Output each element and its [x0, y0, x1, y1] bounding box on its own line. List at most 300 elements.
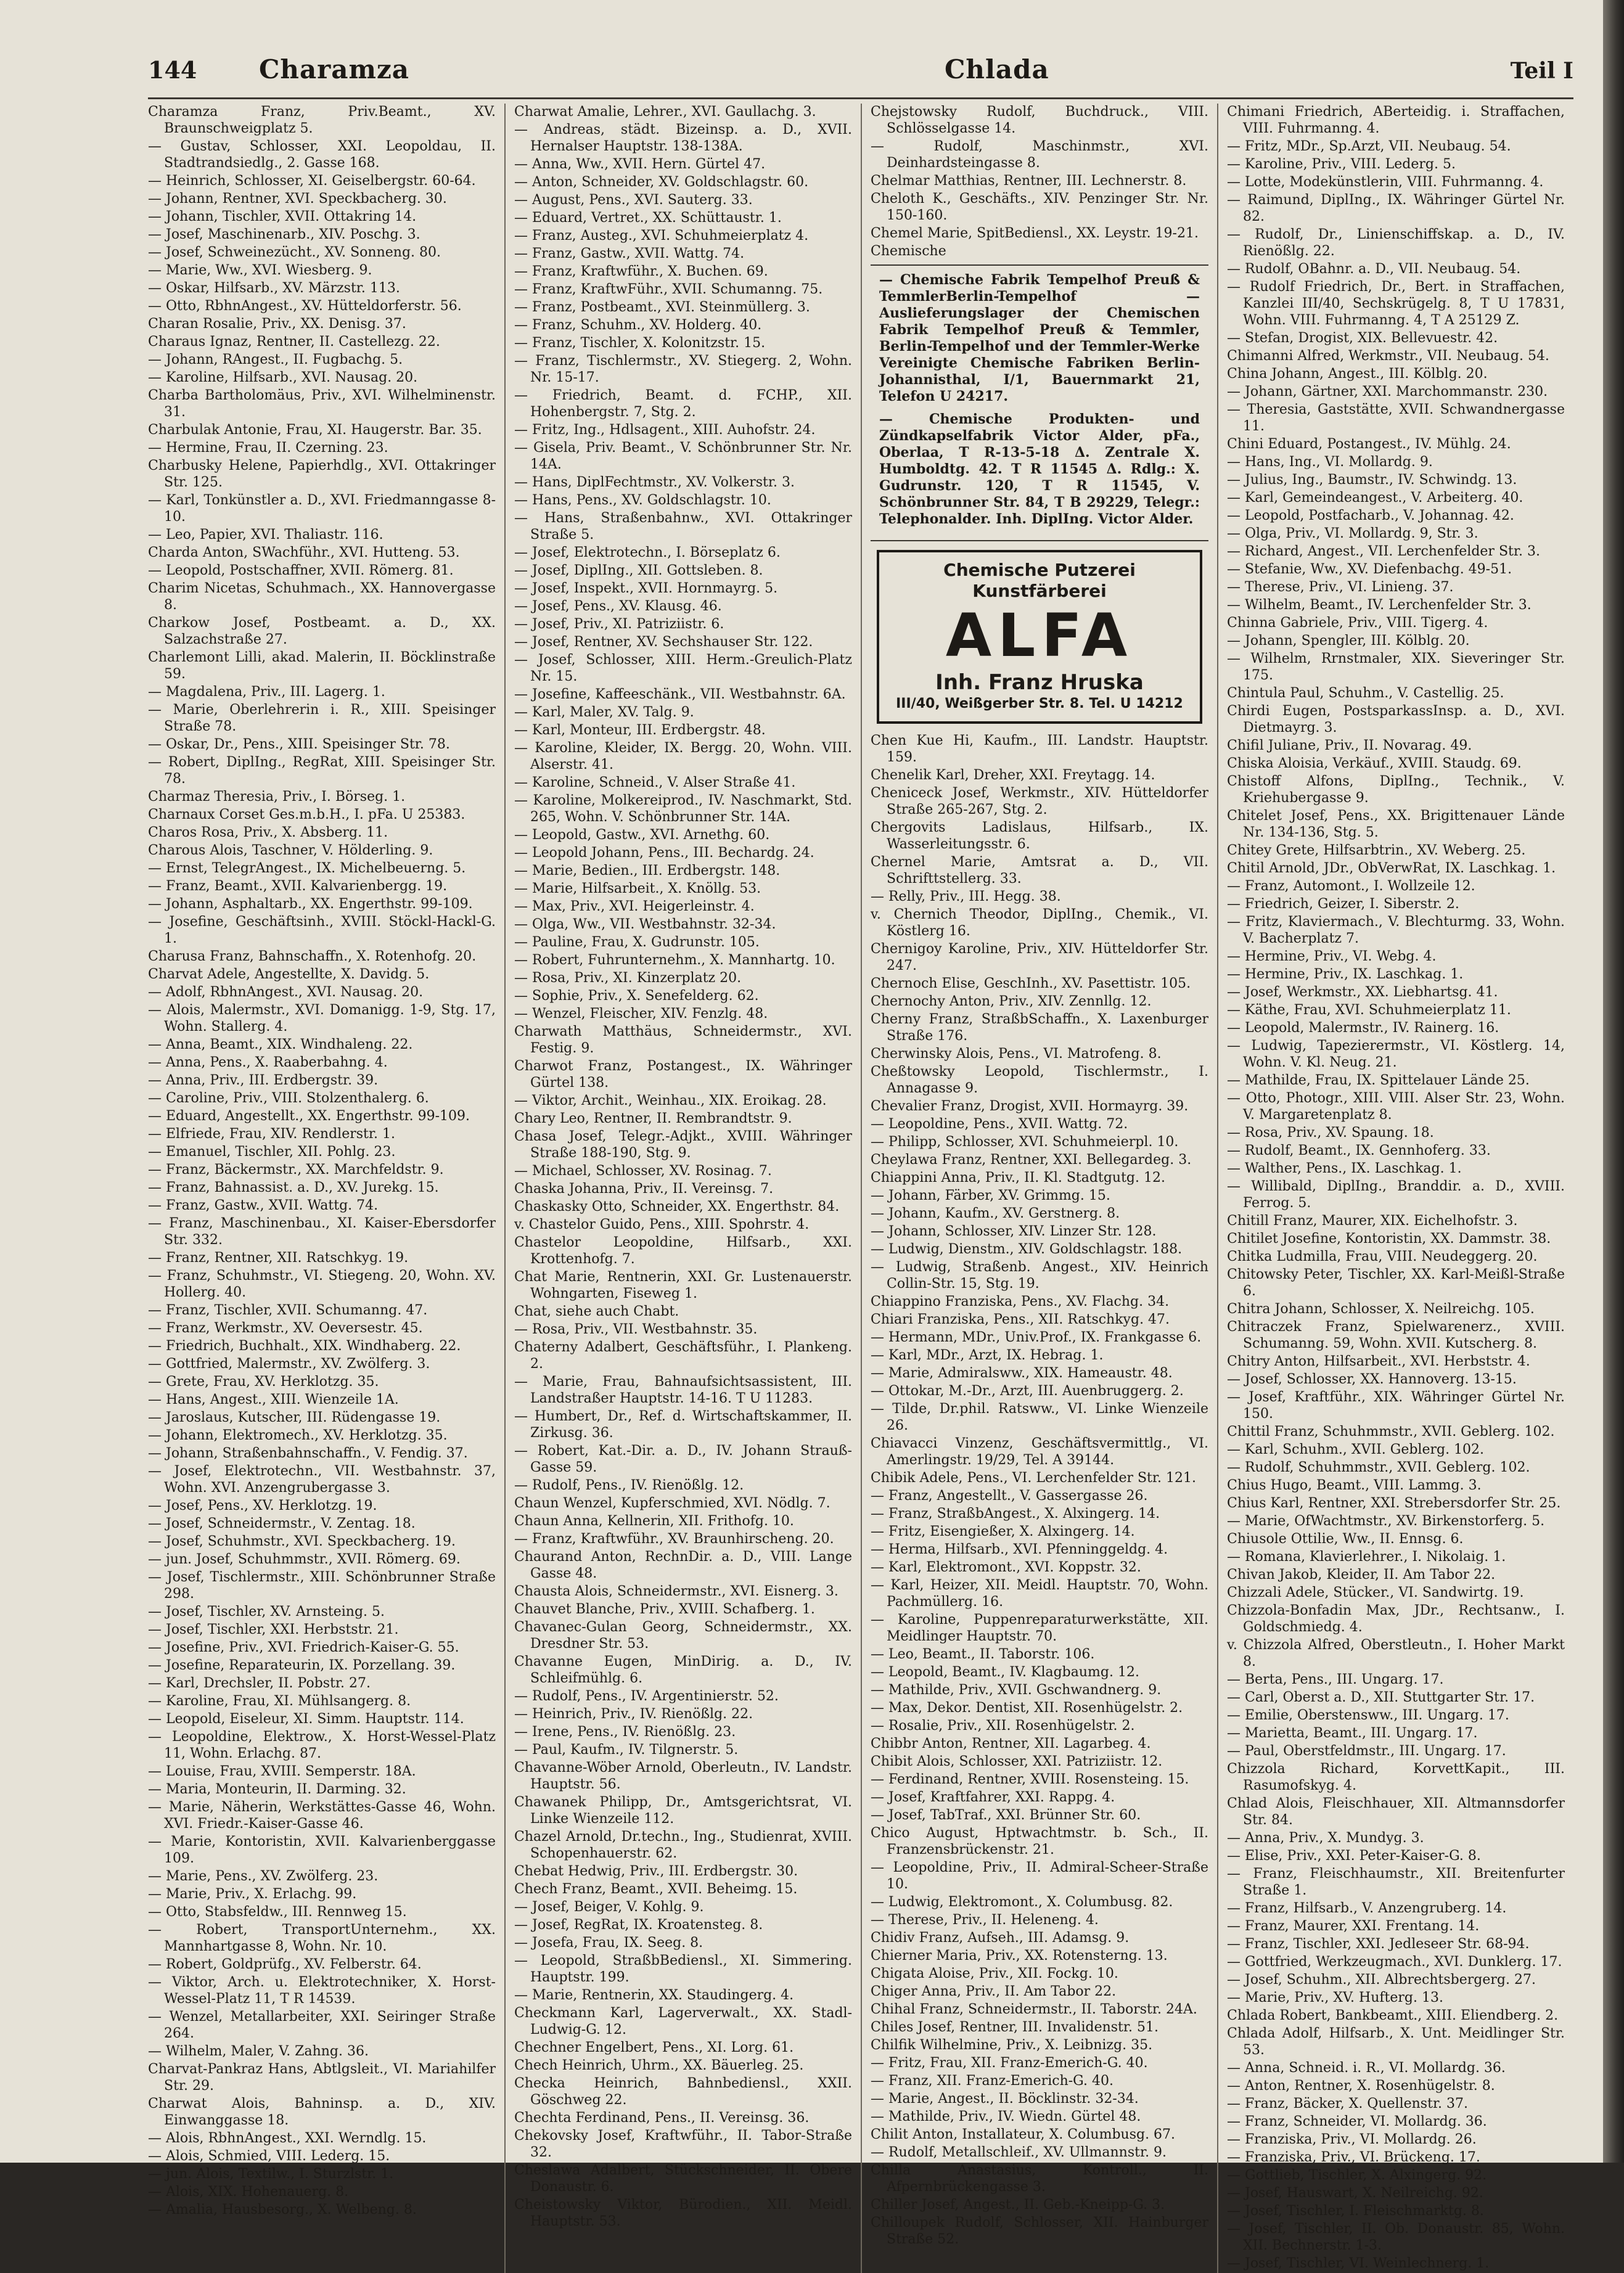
directory-entry: Chizzali Adele, Stücker., VI. Sandwirtg. 19.: [1227, 1585, 1524, 1600]
directory-entry: — Leo, Papier, XVI. Thaliastr. 116.: [148, 527, 383, 543]
directory-entry: — Olga, Priv., VI. Mollardg. 9, Str. 3.: [1227, 526, 1478, 541]
directory-entry: — Walther, Pens., IX. Laschkag. 1.: [1227, 1161, 1462, 1176]
directory-entry: Chebat Hedwig, Priv., III. Erdbergstr. 30.: [514, 1864, 798, 1879]
directory-entry: — Mathilde, Priv., XVII. Gschwandnerg. 9.: [871, 1682, 1162, 1698]
directory-entry: Chierner Maria, Priv., XX. Rotensterng. 13.: [871, 1948, 1168, 1964]
directory-entry: — Olga, Ww., VII. Westbahnstr. 32-34.: [514, 917, 776, 932]
directory-entry: Charba Bartholomäus, Priv., XVI. Wilhelminenstr. 31.: [148, 388, 496, 420]
directory-entry: Chitry Anton, Hilfsarbeit., XVI. Herbststr. 4.: [1227, 1354, 1530, 1369]
chemical-firms-advertisement: [871, 264, 1208, 541]
directory-entry: Chitowsky Peter, Tischler, XX. Karl-Meißl-Straße 6.: [1227, 1267, 1565, 1299]
directory-entry: — Oskar, Dr., Pens., XIII. Speisinger Str. 78.: [148, 737, 450, 752]
directory-entry: Chernochy Anton, Priv., XIV. Zennllg. 12.: [871, 994, 1152, 1009]
directory-entry: — Alois, RbhnAngest., XXI. Werndlg. 15.: [148, 2131, 427, 2146]
directory-entry: — Johann, Färber, XV. Grimmg. 15.: [871, 1188, 1110, 1203]
directory-entry: Chech Franz, Beamt., XVII. Beheimg. 15.: [514, 1882, 798, 1897]
directory-entry: Chlada Robert, Bankbeamt., XIII. Eliendberg. 2.: [1227, 2008, 1559, 2023]
directory-entry: Chini Eduard, Postangest., IV. Mühlg. 24.: [1227, 436, 1511, 452]
directory-entry: — Fritz, MDr., Sp.Arzt, VII. Neubaug. 54.: [1227, 139, 1511, 154]
directory-entry: — Adolf, RbhnAngest., XVI. Nausag. 20.: [148, 985, 424, 1000]
directory-entry: — Herma, Hilfsarb., XVI. Pfenninggeldg. 4.: [871, 1542, 1168, 1557]
directory-entry: Chitra Johann, Schlosser, X. Neilreichg. 105.: [1227, 1301, 1535, 1317]
directory-entry: — Johann, Straßenbahnschaffn., V. Fendig. 37.: [148, 1446, 468, 1461]
volume-label: Teil I: [1510, 58, 1573, 84]
directory-entry: — Franz, Maschinenbau., XI. Kaiser-Ebersdorfer Str. 332.: [148, 1216, 496, 1248]
directory-entry: — Josef, Maschinenarb., XIV. Poschg. 3.: [148, 227, 420, 242]
directory-entry: — Ottokar, M.-Dr., Arzt, III. Auenbruggerg. 2.: [871, 1383, 1184, 1399]
directory-entry: Chernoch Elise, GeschInh., XV. Pasettistr. 105.: [871, 976, 1191, 991]
directory-entry: Chimanni Alfred, Werkmstr., VII. Neubaug. 54.: [1227, 348, 1549, 364]
directory-entry: — Leopoldine, Pens., XVII. Wattg. 72.: [871, 1116, 1128, 1132]
directory-entry: Charvat Adele, Angestellte, X. Davidg. 5.: [148, 967, 430, 982]
directory-entry: — Robert, DiplIng., RegRat, XIII. Speisinger Str. 78.: [148, 755, 496, 787]
ad-line-1: Chemische Putzerei: [943, 560, 1136, 580]
directory-entry: — Franz, Schneider, VI. Mollardg. 36.: [1227, 2114, 1487, 2129]
directory-entry: — Franz, Postbeamt., XVI. Steinmüllerg. 3.: [514, 300, 810, 315]
directory-entry: — Louise, Frau, XVIII. Semperstr. 18A.: [148, 1764, 416, 1779]
directory-entry: Chittil Franz, Schuhmmstr., XVII. Geblerg. 102.: [1227, 1424, 1555, 1440]
directory-entry: — Marietta, Beamt., III. Ungarg. 17.: [1227, 1726, 1478, 1741]
directory-entry: — Karoline, Kleider, IX. Bergg. 20, Wohn. VIII. Alserstr. 41.: [514, 740, 852, 772]
directory-entry: v. Chernich Theodor, DiplIng., Chemik., VI. Köstlerg 16.: [871, 907, 1208, 939]
directory-entry: Charan Rosalie, Priv., XX. Denisg. 37.: [148, 316, 406, 332]
directory-entry: — Heinrich, Priv., IV. Rienößlg. 22.: [514, 1706, 753, 1722]
directory-entry: — Anna, Ww., XVII. Hern. Gürtel 47.: [514, 157, 766, 172]
directory-entry: — Stefanie, Ww., XV. Diefenbachg. 49-51.: [1227, 562, 1512, 577]
directory-entry: — Viktor, Arch. u. Elektrotechniker, X. Horst-Wessel-Platz 11, T R 14539.: [148, 1975, 496, 2007]
directory-entry: — Josef, Tischler, I. Fleischmarktg. 8.: [1227, 2203, 1484, 2219]
directory-entry: Chaskasky Otto, Schneider, XX. Engerthstr. 84.: [514, 1199, 840, 1214]
directory-entry: — Fritz, Frau, XII. Franz-Emerich-G. 40.: [871, 2055, 1148, 2071]
directory-entry: — Tilde, Dr.phil. Ratsww., VI. Linke Wienzeile 26.: [871, 1401, 1208, 1433]
directory-entry: Chilloupek Rudolf, Schlosser, XII. Hainburger Straße 52.: [871, 2215, 1208, 2247]
directory-entry: — Franz, Schuhmstr., VI. Stiegeng. 20, Wohn. XV. Hollerg. 40.: [148, 1268, 496, 1300]
directory-entry: Chitka Ludmilla, Frau, VIII. Neudeggerg. 20.: [1227, 1249, 1538, 1264]
directory-entry: Chirdi Eugen, PostsparkassInsp. a. D., XVI. Dietmayrg. 3.: [1227, 703, 1565, 735]
directory-entry: — Marie, Bedien., III. Erdbergstr. 148.: [514, 863, 781, 878]
directory-entry: — Josef, Elektrotechn., VII. Westbahnstr. 37, Wohn. XVI. Anzengrubergasse 3.: [148, 1464, 496, 1496]
directory-entry: Checka Heinrich, Bahnbediensl., XXII. Göschweg 22.: [514, 2076, 852, 2108]
directory-entry: Chechta Ferdinand, Pens., II. Vereinsg. 36.: [514, 2110, 810, 2126]
directory-entry: — Irene, Pens., IV. Rienößlg. 23.: [514, 1724, 736, 1740]
directory-entry: — Josef, DiplIng., XII. Gottsleben. 8.: [514, 563, 763, 578]
page-number: 144: [148, 56, 197, 84]
directory-entry: — Rosa, Priv., VII. Westbahnstr. 35.: [514, 1322, 758, 1337]
directory-entry: — Käthe, Frau, XVI. Schuhmeierplatz 11.: [1227, 1002, 1511, 1018]
directory-entry: v. Chastelor Guido, Pens., XIII. Spohrstr. 4.: [514, 1217, 810, 1232]
ad-line-2: Kunstfärberei: [972, 581, 1107, 601]
directory-entry: Chaun Wenzel, Kupferschmied, XVI. Nödlg. 7.: [514, 1496, 830, 1511]
directory-entry: — Rosa, Priv., XI. Kinzerplatz 20.: [514, 970, 742, 986]
directory-entry: Chemische: [871, 244, 946, 259]
directory-entry: — Raimund, DiplIng., IX. Währinger Gürtel Nr. 82.: [1227, 192, 1565, 224]
directory-entry: Charaus Ignaz, Rentner, II. Castellezg. 22.: [148, 334, 440, 350]
directory-entry: — Hermann, MDr., Univ.Prof., IX. Frankgasse 6.: [871, 1330, 1202, 1345]
directory-entry: — Franz, Tischler, X. Kolonitzstr. 15.: [514, 335, 766, 351]
directory-entry: — August, Pens., XVI. Sauterg. 33.: [514, 192, 753, 208]
ad-address: III/40, Weißgerber Str. 8. Tel. U 14212: [896, 696, 1183, 711]
directory-entry: — Franz, XII. Franz-Emerich-G. 40.: [871, 2073, 1113, 2089]
directory-entry: — Otto, Photogr., XIII. VIII. Alser Str. 23, Wohn. V. Margaretenplatz 8.: [1227, 1091, 1565, 1123]
directory-entry: — Marie, Priv., XV. Hufterg. 13.: [1227, 1990, 1443, 2005]
directory-entry: — Marie, Näherin, Werkstättes-Gasse 46, Wohn. XVI. Friedr.-Kaiser-Gasse 46.: [148, 1800, 496, 1832]
directory-entry: Chawanek Philipp, Dr., Amtsgerichtsrat, VI. Linke Wienzeile 112.: [514, 1795, 852, 1827]
directory-entry: — Max, Dekor. Dentist, XII. Rosenhügelstr. 2.: [871, 1700, 1183, 1716]
directory-entry: Charlemont Lilli, akad. Malerin, II. Böcklinstraße 59.: [148, 650, 496, 682]
directory-entry: — Franz, Kraftwführ., XV. Braunhirscheng. 20.: [514, 1531, 834, 1547]
directory-entry: — Caroline, Priv., VIII. Stolzenthalerg. 6.: [148, 1091, 429, 1106]
directory-entry: China Johann, Angest., III. Kölblg. 20.: [1227, 366, 1488, 382]
directory-entry: — Magdalena, Priv., III. Lagerg. 1.: [148, 684, 385, 700]
directory-entry: — Johann, Spengler, III. Kölblg. 20.: [1227, 633, 1470, 649]
directory-entry: — Josef, Pens., XV. Klausg. 46.: [514, 599, 722, 614]
directory-entry: Charous Alois, Taschner, V. Hölderling. 9.: [148, 843, 433, 858]
directory-entry: — Marie, Hilfsarbeit., X. Knöllg. 53.: [514, 881, 761, 896]
directory-entry: Charwat Amalie, Lehrer., XVI. Gaullachg. 3.: [514, 104, 816, 120]
directory-entry: — Josef, Hauswart, X. Neilreichg. 92.: [1227, 2185, 1483, 2201]
directory-entry: — Relly, Priv., III. Hegg. 38.: [871, 889, 1061, 904]
directory-entry: — Karoline, Priv., VIII. Lederg. 5.: [1227, 157, 1456, 172]
directory-entry: — Fritz, Ing., Hdlsagent., XIII. Auhofstr. 24.: [514, 422, 816, 438]
directory-entry: — Marie, Admiralsww., XIX. Hameaustr. 48.: [871, 1366, 1173, 1381]
directory-entry: — Ludwig, Tapezierermstr., VI. Köstlerg. 14, Wohn. V. Kl. Neug. 21.: [1227, 1038, 1565, 1070]
directory-entry: — Wilhelm, Beamt., IV. Lerchenfelder Str. 3.: [1227, 597, 1532, 613]
directory-entry: Chitill Franz, Maurer, XIX. Eichelhofstr. 3.: [1227, 1213, 1518, 1229]
directory-entry: — Franz, Bäckermstr., XX. Marchfeldstr. 9.: [148, 1162, 444, 1177]
directory-entry: — Alois, Schmied, VIII. Lederg. 15.: [148, 2148, 390, 2164]
column-3: [861, 104, 1217, 2273]
directory-entry: — Josef, Tischler, XXI. Herbststr. 21.: [148, 1622, 399, 1637]
directory-entry: — Willibald, DiplIng., Branddir. a. D., XVIII. Ferrog. 5.: [1227, 1179, 1565, 1211]
directory-entry: — Marie, Frau, Bahnaufsichtsassistent, III. Landstraßer Hauptstr. 14-16. T U 11283.: [514, 1374, 852, 1406]
directory-entry: — Otto, Stabsfeldw., III. Rennweg 15.: [148, 1904, 407, 1920]
directory-entry: — Karoline, Schneid., V. Alser Straße 41.: [514, 775, 796, 790]
directory-entry: — jun. Alois, Textilw., I. Sturzlstr. 1.: [148, 2166, 394, 2182]
directory-entry: — Rudolf, Pens., IV. Rienößlg. 12.: [514, 1478, 744, 1493]
directory-entry: — Andreas, städt. Bizeinsp. a. D., XVII. Hernalser Hauptstr. 138-138A.: [514, 122, 852, 154]
directory-entry: — Franz, Maurer, XXI. Frentang. 14.: [1227, 1919, 1480, 1934]
directory-entry: — Franz, Gastw., XVII. Wattg. 74.: [148, 1198, 379, 1213]
directory-entry: Charnaux Corset Ges.m.b.H., I. pFa. U 25383.: [148, 807, 465, 822]
directory-entry: Checkmann Karl, Lagerverwalt., XX. Stadl-Ludwig-G. 12.: [514, 2005, 852, 2038]
directory-entry: Chavanne-Wöber Arnold, Oberleutn., IV. Landstr. Hauptstr. 56.: [514, 1760, 852, 1792]
directory-entry: — Karl, Elektromont., XVI. Koppstr. 32.: [871, 1560, 1141, 1575]
column-3-entries-top: [871, 104, 1208, 260]
directory-entry: — Sophie, Priv., X. Senefelderg. 62.: [514, 988, 759, 1004]
directory-entry: — Robert, TransportUnternehm., XX. Mannhartgasse 8, Wohn. Nr. 10.: [148, 1922, 496, 1954]
directory-entry: Charvat-Pankraz Hans, Abtlgsleit., VI. Mariahilfer Str. 29.: [148, 2062, 496, 2094]
directory-entry: Chauvet Blanche, Priv., XVIII. Schafberg. 1.: [514, 1602, 815, 1617]
directory-entry: Charda Anton, SWachführ., XVI. Hutteng. 53.: [148, 545, 460, 560]
directory-entry: — Franz, Tischler, XVII. Schumanng. 47.: [148, 1303, 428, 1318]
directory-entry: Chavanec-Gulan Georg, Schneidermstr., XX. Dresdner Str. 53.: [514, 1620, 852, 1652]
directory-entry: — Johann, Tischler, XVII. Ottakring 14.: [148, 209, 417, 224]
directory-entry: — Leopold, Postfacharb., V. Johannag. 42.: [1227, 508, 1514, 523]
directory-entry: — Leopold Johann, Pens., III. Bechardg. 24.: [514, 845, 814, 861]
directory-entry: — Franz, Rentner, XII. Ratschkyg. 19.: [148, 1250, 409, 1266]
directory-entry: Charbusky Helene, Papierhdlg., XVI. Ottakringer Str. 125.: [148, 458, 496, 490]
directory-entry: — Rudolf, Maschinmstr., XVI. Deinhardsteingasse 8.: [871, 139, 1208, 171]
directory-entry: — Josef, TabTraf., XXI. Brünner Str. 60.: [871, 1808, 1141, 1823]
directory-entry: Chitilet Josefine, Kontoristin, XX. Dammstr. 38.: [1227, 1231, 1551, 1247]
directory-entry: — Richard, Angest., VII. Lerchenfelder Str. 3.: [1227, 544, 1540, 559]
directory-entry: Chasa Josef, Telegr.-Adjkt., XVIII. Währinger Straße 188-190, Stg. 9.: [514, 1129, 852, 1161]
directory-entry: Chech Heinrich, Uhrm., XX. Bäuerleg. 25.: [514, 2058, 804, 2073]
directory-entry: Chizzola-Bonfadin Max, JDr., Rechtsanw., I. Goldschmiedg. 4.: [1227, 1603, 1565, 1635]
directory-entry: — Franz, Bäcker, X. Quellenstr. 37.: [1227, 2096, 1469, 2111]
directory-entry: Chiappini Anna, Priv., II. Kl. Stadtgutg. 12.: [871, 1170, 1165, 1186]
directory-entry: — Eduard, Angestellt., XX. Engerthstr. 99-109.: [148, 1108, 470, 1124]
directory-entry: — Franz, Fleischhaumstr., XII. Breitenfurter Straße 1.: [1227, 1866, 1565, 1898]
directory-entry: — Karl, Schuhm., XVII. Geblerg. 102.: [1227, 1442, 1485, 1457]
directory-entry: Chius Karl, Rentner, XXI. Strebersdorfer Str. 25.: [1227, 1496, 1561, 1511]
directory-entry: — Karoline, Frau, XI. Mühlsangerg. 8.: [148, 1693, 411, 1709]
directory-entry: — Josefine, Kaffeeschänk., VII. Westbahnstr. 6A.: [514, 687, 846, 702]
directory-entry: — Eduard, Vertret., XX. Schüttaustr. 1.: [514, 210, 782, 226]
directory-entry: — Robert, Kat.-Dir. a. D., IV. Johann Strauß-Gasse 59.: [514, 1443, 852, 1475]
directory-entry: Chivan Jakob, Kleider, II. Am Tabor 22.: [1227, 1567, 1496, 1583]
directory-entry: Chimani Friedrich, ABerteidig. i. Straffachen, VIII. Fuhrmanng. 4.: [1227, 104, 1565, 136]
directory-entry: — Marie, Priv., X. Erlachg. 99.: [148, 1886, 357, 1902]
directory-entry: Chastelor Leopoldine, Hilfsarb., XXI. Krottenhofg. 7.: [514, 1235, 852, 1267]
directory-entry: — Rudolf, OBahnr. a. D., VII. Neubaug. 54.: [1227, 261, 1521, 277]
directory-entry: — Josef, Schweinezücht., XV. Sonneng. 80.: [148, 245, 441, 260]
directory-entry: — Carl, Oberst a. D., XII. Stuttgarter Str. 17.: [1227, 1690, 1535, 1705]
directory-entry: — Leo, Beamt., II. Taborstr. 106.: [871, 1647, 1095, 1662]
directory-entry: — Pauline, Frau, X. Gudrunstr. 105.: [514, 935, 760, 950]
directory-entry: — Johann, Elektromech., XV. Herklotzg. 35.: [148, 1428, 448, 1443]
directory-entry: — Josef, Inspekt., XVII. Hornmayrg. 5.: [514, 581, 778, 596]
directory-entry: — Robert, Fuhrunternehm., X. Mannhartg. 10.: [514, 952, 835, 968]
first-keyword: Charamza: [259, 54, 410, 84]
directory-entry: — Therese, Priv., VI. Linieng. 37.: [1227, 580, 1454, 595]
directory-entry: — Johann, Gärtner, XXI. Marchommanstr. 230.: [1227, 384, 1548, 399]
directory-entry: — Franz, StraßbAngest., X. Alxingerg. 14.: [871, 1506, 1160, 1521]
directory-entry: — Rudolf, Schuhmmstr., XVII. Geblerg. 102.: [1227, 1460, 1530, 1475]
directory-entry: — jun. Josef, Schuhmmstr., XVII. Römerg. 69.: [148, 1552, 461, 1567]
directory-entry: Chavanne Eugen, MinDirig. a. D., IV. Schleifmühlg. 6.: [514, 1654, 852, 1686]
directory-entry: — Josef, Priv., XI. Patriziistr. 6.: [514, 616, 724, 632]
directory-entry: — Hermine, Priv., IX. Laschkag. 1.: [1227, 967, 1464, 982]
directory-entry: — Ludwig, Elektromont., X. Columbusg. 82.: [871, 1894, 1173, 1910]
directory-entry: — Leopold, Postschaffner, XVII. Römerg. 81.: [148, 563, 454, 578]
directory-entry: — Emanuel, Tischler, XII. Pohlg. 23.: [148, 1144, 396, 1160]
directory-entry: Chelmar Matthias, Rentner, III. Lechnerstr. 8.: [871, 173, 1187, 189]
directory-entry: — Hans, Straßenbahnw., XVI. Ottakringer Straße 5.: [514, 510, 852, 543]
directory-entry: Chenelik Karl, Dreher, XXI. Freytagg. 14.: [871, 768, 1155, 783]
directory-entry: — Karl, Maler, XV. Talg. 9.: [514, 705, 694, 720]
directory-entry: Chitil Arnold, JDr., ObVerwRat, IX. Laschkag. 1.: [1227, 861, 1556, 876]
directory-entry: — Josef, Tischler, II. Ob. Donaustr. 85, Wohn. XII. Bechnerstr. 1-3.: [1227, 2221, 1565, 2253]
directory-entry: — Karl, MDr., Arzt, IX. Hebrag. 1.: [871, 1348, 1104, 1363]
directory-entry: — Leopold, Eiseleur, XI. Simm. Hauptstr. 114.: [148, 1711, 464, 1727]
directory-entry: Cheniceck Josef, Werkmstr., XIV. Hütteldorfer Straße 265-267, Stg. 2.: [871, 785, 1208, 817]
directory-entry: Cheslawa Adalbert, Stückschneider, II. Obere Donaustr. 6.: [514, 2163, 852, 2195]
directory-entry: — Anna, Pens., X. Raaberbahng. 4.: [148, 1055, 388, 1070]
directory-entry: Chevalier Franz, Drogist, XVII. Hormayrg. 39.: [871, 1099, 1189, 1114]
directory-entry: — Franz, Werkmstr., XV. Oeversestr. 45.: [148, 1321, 423, 1336]
directory-entry: — Josefine, Geschäftsinh., XVIII. Stöckl-Hackl-G. 1.: [148, 914, 496, 946]
directory-entry: — Ludwig, Dienstm., XIV. Goldschlagstr. 188.: [871, 1242, 1183, 1257]
directory-entry: — Josef, Elektrotechn., I. Börseplatz 6.: [514, 545, 781, 560]
directory-entry: Charamza Franz, Priv.Beamt., XV. Braunschweigplatz 5.: [148, 104, 496, 136]
directory-entry: — Elfriede, Frau, XIV. Rendlerstr. 1.: [148, 1126, 395, 1142]
directory-entry: — Josef, Tischlermstr., XIII. Schönbrunner Straße 298.: [148, 1570, 496, 1602]
directory-entry: Chintula Paul, Schuhm., V. Castellig. 25.: [1227, 686, 1504, 701]
directory-entry: — Franz, Austeg., XVI. Schuhmeierplatz 4.: [514, 228, 809, 244]
directory-entry: — Franz, Gastw., XVII. Wattg. 74.: [514, 246, 745, 261]
directory-entry: Chaurand Anton, RechnDir. a. D., VIII. Lange Gasse 48.: [514, 1549, 852, 1581]
directory-entry: — Leopold, Beamt., IV. Klagbaumg. 12.: [871, 1665, 1139, 1680]
directory-entry: — Heinrich, Schlosser, XI. Geiselbergstr. 60-64.: [148, 173, 476, 189]
directory-entry: Chilfik Wilhelmine, Priv., X. Leibnizg. 35.: [871, 2038, 1153, 2053]
directory-entry: — Franz, KraftwFühr., XVII. Schumanng. 75.: [514, 282, 823, 297]
directory-entry: — Marie, Oberlehrerin i. R., XIII. Speisinger Straße 78.: [148, 702, 496, 734]
directory-entry: — Anton, Schneider, XV. Goldschlagstr. 60.: [514, 174, 809, 190]
directory-entry: Chat Marie, Rentnerin, XXI. Gr. Lustenauerstr. Wohngarten, Fiseweg 1.: [514, 1269, 852, 1301]
directory-entry: — Fritz, Klaviermach., V. Blechturmg. 33, Wohn. V. Bacherplatz 7.: [1227, 914, 1565, 946]
directory-entry: — Michael, Schlosser, XV. Rosinag. 7.: [514, 1163, 772, 1179]
directory-entry: — Gottfried, Malermstr., XV. Zwölferg. 3.: [148, 1356, 430, 1372]
directory-entry: — Otto, RbhnAngest., XV. Hütteldorferstr. 56.: [148, 298, 462, 314]
directory-entry: Charim Nicetas, Schuhmach., XX. Hannovergasse 8.: [148, 581, 496, 613]
directory-entry: — Johann, Kaufm., XV. Gerstnerg. 8.: [871, 1206, 1120, 1221]
directory-entry: Charmaz Theresia, Priv., I. Börseg. 1.: [148, 789, 406, 805]
directory-entry: Chiari Franziska, Pens., XII. Ratschkyg. 47.: [871, 1312, 1170, 1327]
directory-entry: Chitelet Josef, Pens., XX. Brigittenauer Lände Nr. 134-136, Stg. 5.: [1227, 808, 1565, 840]
directory-entry: Chat, siehe auch Chabt.: [514, 1304, 679, 1319]
directory-entry: — Karl, Tonkünstler a. D., XVI. Friedmanngasse 8-10.: [148, 493, 496, 525]
directory-entry: Chlada Adolf, Hilfsarb., X. Unt. Meidlinger Str. 53.: [1227, 2026, 1565, 2058]
directory-entry: — Jaroslaus, Kutscher, III. Rüdengasse 19.: [148, 1410, 441, 1425]
directory-entry: — Elise, Priv., XXI. Peter-Kaiser-G. 8.: [1227, 1848, 1481, 1864]
directory-entry: Charwot Franz, Postangest., IX. Währinger Gürtel 138.: [514, 1059, 852, 1091]
directory-entry: — Franz, Schuhm., XV. Holderg. 40.: [514, 317, 762, 333]
directory-entry: Chaska Johanna, Priv., II. Vereinsg. 7.: [514, 1181, 774, 1197]
directory-entry: — Rosalie, Priv., XII. Rosenhügelstr. 2.: [871, 1718, 1135, 1734]
directory-entry: — Franz, Tischler, XXI. Jedleseer Str. 68-94.: [1227, 1936, 1530, 1952]
directory-entry: — Wenzel, Fleischer, XIV. Fenzlg. 48.: [514, 1006, 768, 1022]
directory-entry: — Paul, Oberstfeldmstr., III. Ungarg. 17.: [1227, 1743, 1506, 1759]
directory-entry: — Leopoldine, Elektrow., X. Horst-Wessel-Platz 11, Wohn. Erlachg. 87.: [148, 1729, 496, 1761]
directory-entry: Cheßtowsky Leopold, Tischlermstr., I. Annagasse 9.: [871, 1064, 1208, 1096]
directory-entry: Chigata Aloise, Priv., XII. Fockg. 10.: [871, 1966, 1118, 1981]
directory-entry: — Romana, Klavierlehrer., I. Nikolaig. 1.: [1227, 1549, 1506, 1565]
column-1: [148, 104, 504, 2273]
directory-entry: — Alois, Malermstr., XVI. Domanigg. 1-9, Stg. 17, Wohn. Stallerg. 4.: [148, 1002, 496, 1034]
column-4: [1217, 104, 1573, 2273]
directory-entry: — Leopold, Malermstr., IV. Rainerg. 16.: [1227, 1020, 1499, 1036]
directory-entry: — Franz, Bahnassist. a. D., XV. Jurekg. 15.: [148, 1180, 439, 1195]
directory-entry: — Max, Priv., XVI. Heigerleinstr. 4.: [514, 899, 755, 914]
directory-entry: — Josef, Beiger, V. Kohlg. 9.: [514, 1899, 704, 1915]
directory-entry: — Stefan, Drogist, XIX. Bellevuestr. 42.: [1227, 330, 1498, 346]
directory-entry: — Rosa, Priv., XV. Spaung. 18.: [1227, 1125, 1434, 1141]
ad-owner: Inh. Franz Hruska: [935, 670, 1144, 695]
directory-entry: — Ernst, TelegrAngest., IX. Michelbeuerng. 5.: [148, 861, 466, 876]
directory-entry: — Gustav, Schlosser, XXI. Leopoldau, II. Stadtrandsiedlg., 2. Gasse 168.: [148, 139, 496, 171]
directory-entry: Chibik Adele, Pens., VI. Lerchenfelder Str. 121.: [871, 1470, 1196, 1486]
directory-entry: — Leopold, StraßbBediensl., XI. Simmering. Hauptstr. 199.: [514, 1953, 852, 1985]
directory-entry: — Rudolf Friedrich, Dr., Bert. in Straffachen, Kanzlei III/40, Sechskrügelg. 8, T U 17831, Wohn. VIII. Fuhrmanng. 4, T A 25129 Z.: [1227, 279, 1565, 328]
directory-entry: — Karoline, Molkereiprod., IV. Naschmarkt, Std. 265, Wohn. V. Schönbrunner Str. 14A.: [514, 793, 852, 825]
directory-entry: — Gottfried, Werkzeugmach., XVI. Dunklerg. 17.: [1227, 1954, 1562, 1970]
directory-entry: — Josef, Kraftführ., XIX. Währinger Gürtel Nr. 150.: [1227, 1390, 1565, 1422]
directory-entry: — Franz, Angestellt., V. Gassergasse 26.: [871, 1488, 1148, 1504]
directory-entry: — Maria, Monteurin, II. Darming. 32.: [148, 1782, 406, 1797]
directory-entry: — Rudolf, Pens., IV. Argentinierstr. 52.: [514, 1689, 779, 1704]
ad-entry: — Chemische Produkten- und Zündkapselfabrik Victor Alder, pFa., Oberlaa, T R-13-5-18 Δ. Zentrale X. Humboldtg. 42. T R 11545 Δ. Rdlg.: X. Gudrunstr. 120, T R 11545, V. Schönbrunner Str. 84, T B 29229, Telegr.: Telephonalder. Inh. DiplIng. Victor Alder.: [879, 411, 1200, 527]
directory-entry: — Marie, Rentnerin, XX. Staudingerg. 4.: [514, 1988, 794, 2003]
directory-entry: — Johann, RAngest., II. Fugbachg. 5.: [148, 352, 403, 367]
directory-entry: Chekovsky Josef, Kraftwführ., II. Tabor-Straße 32.: [514, 2128, 852, 2160]
directory-entry: — Wilhelm, Maler, V. Zahng. 36.: [148, 2044, 369, 2059]
directory-entry: Charwath Matthäus, Schneidermstr., XVI. Festig. 9.: [514, 1024, 852, 1056]
directory-entry: — Karoline, Hilfsarb., XVI. Nausag. 20.: [148, 370, 418, 385]
directory-entry: — Gisela, Priv. Beamt., V. Schönbrunner Str. Nr. 14A.: [514, 440, 852, 472]
alfa-advertisement-box: [877, 550, 1202, 724]
directory-entry: — Julius, Ing., Baumstr., IV. Schwindg. 13.: [1227, 472, 1517, 488]
directory-entry: — Paul, Kaufm., IV. Tilgnerstr. 5.: [514, 1742, 739, 1758]
column-3-entries-bottom: [871, 732, 1208, 2248]
directory-entry: Chizzola Richard, KorvettKapit., III. Rasumofskyg. 4.: [1227, 1761, 1565, 1793]
directory-entry: — Fritz, Eisengießer, X. Alxingerg. 14.: [871, 1524, 1135, 1539]
directory-entry: — Josefa, Frau, IX. Seeg. 8.: [514, 1935, 703, 1951]
directory-entry: Chiusole Ottilie, Ww., II. Ennsg. 6.: [1227, 1531, 1464, 1547]
directory-entry: Chiles Josef, Rentner, III. Invalidenstr. 51.: [871, 2020, 1159, 2035]
directory-entry: — Josefine, Priv., XVI. Friedrich-Kaiser-G. 55.: [148, 1640, 459, 1655]
directory-entry: — Marie, Pens., XV. Zwölferg. 23.: [148, 1869, 379, 1884]
directory-entry: Chistoff Alfons, DiplIng., Technik., V. Kriehubergasse 9.: [1227, 774, 1565, 806]
directory-entry: — Anna, Beamt., XIX. Windhaleng. 22.: [148, 1037, 413, 1052]
directory-entry: — Rudolf, Beamt., IX. Gennhoferg. 33.: [1227, 1143, 1491, 1158]
directory-entry: — Anna, Priv., III. Erdbergstr. 39.: [148, 1073, 379, 1088]
directory-entry: Chibbr Anton, Rentner, XII. Lagarbeg. 4.: [871, 1736, 1151, 1751]
directory-columns: [148, 104, 1573, 2271]
directory-entry: Charusa Franz, Bahnschaffn., X. Rotenhofg. 20.: [148, 949, 477, 964]
directory-entry: Chilit Anton, Installateur, X. Columbusg. 67.: [871, 2127, 1176, 2142]
directory-entry: — Theresia, Gaststätte, XVII. Schwandnergasse 11.: [1227, 402, 1565, 434]
directory-entry: — Viktor, Archit., Weinhau., XIX. Eroikag. 28.: [514, 1093, 827, 1108]
directory-entry: — Johann, Schlosser, XIV. Linzer Str. 128.: [871, 1224, 1157, 1239]
directory-entry: Chernel Marie, Amtsrat a. D., VII. Schrifttstellerg. 33.: [871, 854, 1208, 887]
directory-entry: Chilla Anastasius, Kontroll., II. Afpernbrückengasse 3.: [871, 2163, 1208, 2195]
directory-entry: Cherwinsky Alois, Pens., VI. Matrofeng. 8.: [871, 1046, 1162, 1062]
directory-entry: — Karl, Heizer, XII. Meidl. Hauptstr. 70, Wohn. Pachmüllerg. 16.: [871, 1578, 1208, 1610]
directory-entry: — Humbert, Dr., Ref. d. Wirtschaftskammer, II. Zirkusg. 36.: [514, 1409, 852, 1441]
directory-entry: — Josef, Schuhm., XII. Albrechtsbergerg. 27.: [1227, 1972, 1536, 1988]
directory-entry: — Franziska, Priv., VI. Mollardg. 26.: [1227, 2132, 1477, 2147]
directory-entry: — Leopold, Gastw., XVI. Arnethg. 60.: [514, 827, 770, 843]
directory-entry: — Josef, Pens., XV. Herklotzg. 19.: [148, 1498, 377, 1513]
directory-entry: — Franz, Tischlermstr., XV. Stiegerg. 2, Wohn. Nr. 15-17.: [514, 353, 852, 385]
directory-entry: — Hermine, Priv., VI. Webg. 4.: [1227, 949, 1437, 964]
directory-entry: — Amalia, Hausbesorg., X. Welbeng. 8.: [148, 2202, 417, 2218]
directory-entry: — Marie, Kontoristin, XVII. Kalvarienberggasse 109.: [148, 1834, 496, 1866]
directory-entry: — Ludwig, Straßenb. Angest., XIV. Heinrich Collin-Str. 15, Stg. 19.: [871, 1259, 1208, 1292]
directory-entry: — Josef, Schlosser, XIII. Herm.-Greulich-Platz Nr. 15.: [514, 652, 852, 684]
directory-entry: Chlad Alois, Fleischhauer, XII. Altmannsdorfer Str. 84.: [1227, 1796, 1565, 1828]
directory-entry: — Gottlieb, Tischler, X. Alxingerg. 92.: [1227, 2168, 1487, 2183]
directory-entry: Chausta Alois, Schneidermstr., XVI. Eisnerg. 3.: [514, 1584, 839, 1599]
directory-entry: — Hermine, Frau, II. Czerning. 23.: [148, 440, 388, 456]
directory-entry: — Wenzel, Metallarbeiter, XXI. Seiringer Straße 264.: [148, 2009, 496, 2041]
directory-entry: Cheylawa Franz, Rentner, XXI. Bellegardeg. 3.: [871, 1152, 1192, 1168]
directory-entry: — Josef, Tischler, XV. Arnsteing. 5.: [148, 1604, 385, 1620]
directory-entry: Chemel Marie, SpitBediensl., XX. Leystr. 19-21.: [871, 226, 1199, 241]
directory-entry: — Franz, Kraftwführ., X. Buchen. 69.: [514, 264, 768, 279]
page-header: [148, 54, 1573, 99]
